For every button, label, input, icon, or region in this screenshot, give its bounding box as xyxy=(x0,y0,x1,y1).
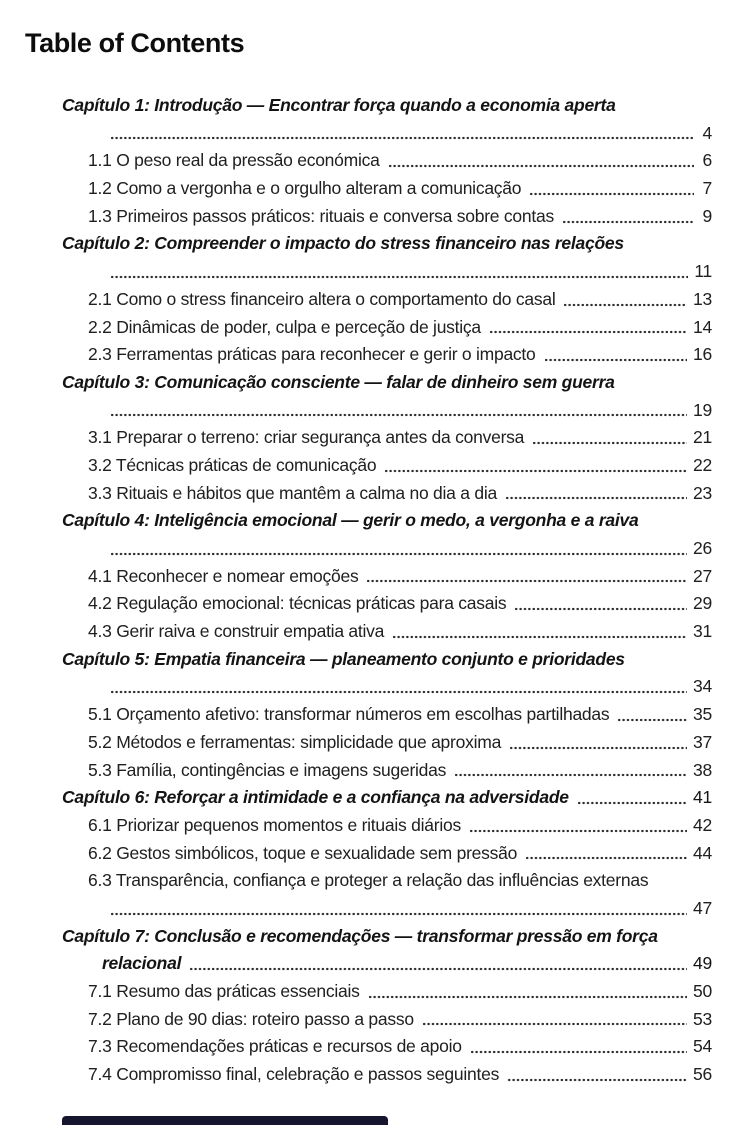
toc-section-row xyxy=(25,812,712,840)
toc-section-row xyxy=(25,729,712,757)
toc-section-row xyxy=(25,1033,712,1061)
dot-leader xyxy=(109,673,687,701)
toc-page-number: 16 xyxy=(693,344,712,365)
dot-leader xyxy=(528,175,694,203)
toc-entry-text: 2.1 Como o stress financeiro altera o comportamento do casal xyxy=(88,288,556,309)
toc-entry-text: 6.2 Gestos simbólicos, toque e sexualidade sem pressão xyxy=(88,842,518,863)
dot-leader xyxy=(367,978,687,1006)
toc-chapter-row xyxy=(25,92,712,120)
dot-leader xyxy=(109,258,688,286)
toc-leader-row xyxy=(25,535,712,563)
toc-page-number: 50 xyxy=(693,981,712,1001)
toc-section-row xyxy=(25,147,712,175)
toc-page-number: 26 xyxy=(693,538,712,558)
toc-page-number: 21 xyxy=(693,427,712,448)
toc-page-number: 35 xyxy=(693,704,712,725)
toc-section-row xyxy=(25,867,712,895)
toc xyxy=(25,92,712,1089)
toc-chapter-row xyxy=(25,923,712,951)
dot-leader xyxy=(383,452,687,480)
page-title: Table of Contents xyxy=(25,28,245,58)
dot-leader xyxy=(531,424,687,452)
toc-entry-text: 7.3 Recomendações práticas e recursos de apoio xyxy=(88,1036,462,1057)
toc-section-row xyxy=(25,1061,712,1089)
toc-page-number: 6 xyxy=(702,150,712,171)
toc-entry-text: Capítulo 5: Empatia financeira — planeamento conjunto e prioridades xyxy=(62,648,625,669)
toc-page-number: 31 xyxy=(693,621,712,642)
toc-section-row xyxy=(25,590,712,618)
toc-entry-text: Capítulo 7: Conclusão e recomendações — transformar pressão em força xyxy=(62,925,658,946)
toc-page-number: 14 xyxy=(693,316,712,337)
toc-section-row xyxy=(25,1006,712,1034)
toc-page-number: 37 xyxy=(693,731,712,752)
dot-leader xyxy=(421,1006,687,1034)
dot-leader xyxy=(109,535,687,563)
toc-page-number: 56 xyxy=(693,1064,712,1085)
toc-chapter-row xyxy=(25,646,712,674)
toc-section-row xyxy=(25,424,712,452)
dot-leader xyxy=(365,563,687,591)
toc-leader-row xyxy=(25,397,712,425)
toc-entry-text: Capítulo 6: Reforçar a intimidade e a confiança na adversidade xyxy=(62,787,569,808)
toc-entry-text: 6.3 Transparência, confiança e proteger a relação das influências externas xyxy=(88,870,649,891)
dot-leader xyxy=(524,840,687,868)
toc-page-number: 9 xyxy=(702,205,712,226)
toc-entry-text: 3.3 Rituais e hábitos que mantêm a calma no dia a dia xyxy=(88,482,497,503)
dot-leader xyxy=(469,1033,687,1061)
toc-entry-text: 1.3 Primeiros passos práticos: rituais e conversa sobre contas xyxy=(88,205,554,226)
toc-section-row xyxy=(25,286,712,314)
toc-chapter-row xyxy=(25,369,712,397)
toc-entry-text: Capítulo 3: Comunicação consciente — falar de dinheiro sem guerra xyxy=(62,371,615,392)
toc-entry-text: 4.2 Regulação emocional: técnicas práticas para casais xyxy=(88,593,507,614)
toc-section-row xyxy=(25,480,712,508)
toc-section-row xyxy=(25,175,712,203)
toc-page-number: 11 xyxy=(694,261,712,282)
dot-leader xyxy=(453,757,687,785)
toc-entry-text: 1.2 Como a vergonha e o orgulho alteram a comunicação xyxy=(88,178,522,199)
toc-section-row xyxy=(25,203,712,231)
dot-leader xyxy=(561,203,694,231)
toc-page-number: 53 xyxy=(693,1008,712,1029)
dot-leader xyxy=(504,480,687,508)
toc-entry-text: Capítulo 1: Introdução — Encontrar força quando a economia aperta xyxy=(62,95,616,115)
toc-entry-text: 1.1 O peso real da pressão económica xyxy=(88,150,380,171)
bottom-partial-element xyxy=(62,1116,388,1125)
toc-entry-text: relacional xyxy=(102,953,182,974)
toc-entry-text: 5.1 Orçamento afetivo: transformar números em escolhas partilhadas xyxy=(88,704,610,725)
dot-leader xyxy=(109,397,687,425)
toc-entry-text: 7.4 Compromisso final, celebração e passos seguintes xyxy=(88,1064,500,1085)
toc-chapter-row xyxy=(25,230,712,258)
toc-section-row xyxy=(25,563,712,591)
dot-leader xyxy=(109,120,694,148)
toc-section-row xyxy=(25,314,712,342)
toc-chapter-row xyxy=(25,507,712,535)
toc-page-number: 38 xyxy=(693,759,712,780)
toc-page-number: 19 xyxy=(693,399,712,420)
toc-section-row xyxy=(25,452,712,480)
toc-entry-text: 4.3 Gerir raiva e construir empatia ativa xyxy=(88,621,385,642)
toc-section-row xyxy=(25,618,712,646)
toc-entry-text: 6.1 Priorizar pequenos momentos e rituais diários xyxy=(88,814,461,835)
toc-entry-text: 2.3 Ferramentas práticas para reconhecer e gerir o impacto xyxy=(88,344,536,365)
toc-chapter-row xyxy=(25,950,712,978)
dot-leader xyxy=(616,701,687,729)
toc-section-row xyxy=(25,341,712,369)
dot-leader xyxy=(109,895,687,923)
toc-page-number: 54 xyxy=(693,1036,712,1057)
toc-page-number: 7 xyxy=(702,178,712,199)
toc-page-number: 42 xyxy=(693,814,712,835)
dot-leader xyxy=(513,590,687,618)
dot-leader xyxy=(576,784,687,812)
dot-leader xyxy=(387,147,694,175)
toc-entry-text: 4.1 Reconhecer e nomear emoções xyxy=(88,565,359,586)
toc-leader-row xyxy=(25,258,712,286)
dot-leader xyxy=(468,812,687,840)
dot-leader xyxy=(562,286,687,314)
toc-chapter-row xyxy=(25,784,712,812)
toc-page-number: 23 xyxy=(693,482,712,503)
toc-entry-text: 7.1 Resumo das práticas essenciais xyxy=(88,981,360,1001)
dot-leader xyxy=(188,950,687,978)
toc-entry-text: Capítulo 4: Inteligência emocional — gerir o medo, a vergonha e a raiva xyxy=(62,510,639,531)
toc-page-number: 34 xyxy=(693,676,712,697)
toc-section-row xyxy=(25,978,712,1006)
toc-leader-row xyxy=(25,895,712,923)
toc-entry-text: 2.2 Dinâmicas de poder, culpa e perceção de justiça xyxy=(88,316,481,337)
toc-page-number: 29 xyxy=(693,593,712,614)
toc-page-number: 4 xyxy=(702,122,712,143)
toc-entry-text: 3.2 Técnicas práticas de comunicação xyxy=(88,454,377,475)
toc-page-number: 27 xyxy=(693,565,712,586)
toc-section-row xyxy=(25,757,712,785)
toc-page-number: 13 xyxy=(693,288,712,309)
toc-page-number: 44 xyxy=(693,842,712,863)
toc-page-number: 22 xyxy=(693,454,712,475)
toc-page-number: 49 xyxy=(693,953,712,974)
toc-entry-text: 5.2 Métodos e ferramentas: simplicidade que aproxima xyxy=(88,731,502,752)
dot-leader xyxy=(543,341,688,369)
toc-section-row xyxy=(25,840,712,868)
toc-page-number: 41 xyxy=(693,787,712,808)
toc-entry-text: 3.1 Preparar o terreno: criar segurança antes da conversa xyxy=(88,427,525,448)
toc-section-row xyxy=(25,701,712,729)
dot-leader xyxy=(506,1061,687,1089)
dot-leader xyxy=(391,618,687,646)
toc-entry-text: 5.3 Família, contingências e imagens sugeridas xyxy=(88,759,447,780)
toc-leader-row xyxy=(25,120,712,148)
dot-leader xyxy=(488,314,687,342)
toc-page-number: 47 xyxy=(693,897,712,918)
dot-leader xyxy=(508,729,687,757)
toc-entry-text: Capítulo 2: Compreender o impacto do stress financeiro nas relações xyxy=(62,233,624,254)
toc-entry-text: 7.2 Plano de 90 dias: roteiro passo a passo xyxy=(88,1008,414,1029)
toc-leader-row xyxy=(25,673,712,701)
